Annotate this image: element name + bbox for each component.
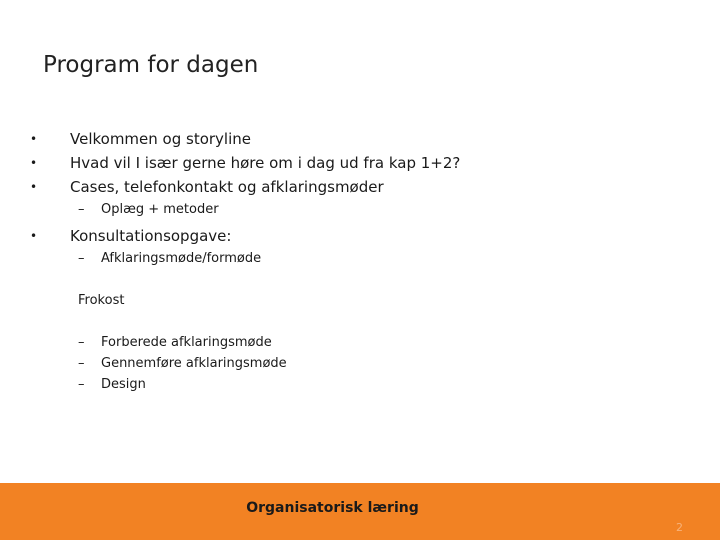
agenda-item-text: Hvad vil I især gerne høre om i dag ud fra kap 1+2? — [70, 154, 461, 172]
dash-icon: – — [78, 377, 85, 392]
footer-bar — [0, 483, 720, 540]
agenda-subitem-text: Gennemføre afklaringsmøde — [101, 356, 287, 371]
slide-title: Program for dagen — [43, 52, 259, 78]
footer-label: Organisatorisk læring — [246, 500, 419, 516]
agenda-subitem — [30, 353, 690, 374]
agenda-subitem-text: Design — [101, 377, 146, 392]
dash-icon: – — [78, 202, 85, 217]
agenda-subitem-text: Forberede afklaringsmøde — [101, 335, 272, 350]
agenda-subitem — [30, 332, 690, 353]
page-number: 2 — [676, 521, 683, 534]
agenda-item — [30, 127, 690, 151]
agenda-item — [30, 224, 690, 248]
dash-icon: – — [78, 356, 85, 371]
agenda-subitem-text: Oplæg + metoder — [101, 202, 219, 217]
agenda-subitem — [30, 374, 690, 395]
agenda-break — [30, 290, 690, 311]
agenda-item-text: Cases, telefonkontakt og afklaringsmøder — [70, 178, 384, 196]
agenda-subitem — [30, 248, 690, 269]
agenda-item — [30, 175, 690, 199]
bullet-icon: • — [30, 156, 38, 170]
agenda-item — [30, 151, 690, 175]
agenda-break-text: Frokost — [78, 293, 125, 308]
bullet-icon: • — [30, 180, 38, 194]
agenda-subitem-text: Afklaringsmøde/formøde — [101, 251, 262, 266]
dash-icon: – — [78, 335, 85, 350]
bullet-icon: • — [30, 132, 38, 146]
dash-icon: – — [78, 251, 85, 266]
agenda-list — [30, 127, 690, 395]
agenda-item-text: Velkommen og storyline — [70, 130, 252, 148]
agenda-subitem — [30, 199, 690, 220]
bullet-icon: • — [30, 229, 38, 243]
agenda-item-text: Konsultationsopgave: — [70, 227, 232, 245]
